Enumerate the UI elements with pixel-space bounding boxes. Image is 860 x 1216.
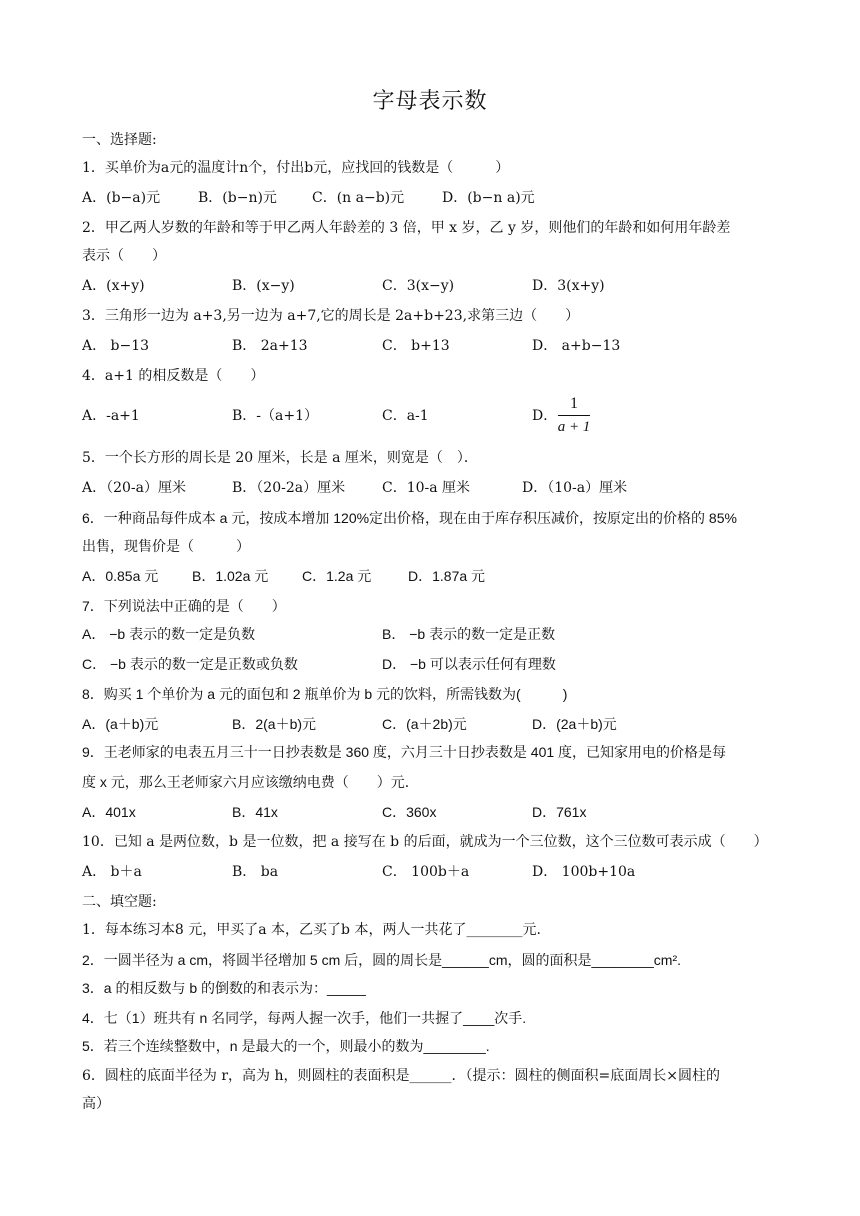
question-6-option-c: C．1.2a 元 xyxy=(302,568,372,584)
question-1-option-b: B．(b−n)元 xyxy=(198,190,277,206)
question-5-option-a: A．（20-a）厘米 xyxy=(82,480,187,496)
question-8-option-a: A．(a＋b)元 xyxy=(82,716,159,732)
question-9-option-c: C．360x xyxy=(382,804,437,820)
question-3-stem: 3．三角形一边为 a+3,另一边为 a+7,它的周长是 2a+b+23,求第三边（ ） xyxy=(82,308,580,324)
section-heading-fill: 二、填空题: xyxy=(82,894,157,910)
fill-question-4: 4．七（1）班共有 n 名同学，每两人握一次手，他们一共握了____次手. xyxy=(82,1010,527,1026)
question-4-stem: 4．a+1 的相反数是（ ） xyxy=(82,368,265,384)
question-2-option-c: C．3(x−y) xyxy=(382,278,455,294)
question-4-option-a: A．-a+1 xyxy=(82,408,140,424)
question-5-option-d: D．（10-a）厘米 xyxy=(522,480,628,496)
question-4-option-b: B．-（a+1） xyxy=(232,408,319,424)
question-7-stem: 7．下列说法中正确的是（ ） xyxy=(82,598,286,614)
question-7-option-d: D． −b 可以表示任何有理数 xyxy=(382,656,556,672)
question-10-stem: 10．已知 a 是两位数，b 是一位数，把 a 接写在 b 的后面，就成为一个三位数，这个三位数可表示成（ ） xyxy=(82,834,768,850)
question-10-option-d: D． 100b+10a xyxy=(532,864,636,880)
question-2-stem-line2: 表示（ ） xyxy=(82,248,166,264)
question-2-option-d: D．3(x+y) xyxy=(532,278,605,294)
question-6-stem-line2: 出售，现售价是（ ） xyxy=(82,538,250,554)
question-9-option-b: B．41x xyxy=(232,804,278,820)
question-5-option-c: C．10-a 厘米 xyxy=(382,480,471,496)
question-10-option-c: C． 100b＋a xyxy=(382,864,470,880)
question-2-stem-line1: 2．甲乙两人岁数的年龄和等于甲乙两人年龄差的 3 倍，甲 x 岁，乙 y 岁，则他们的年龄和如何用年龄差 xyxy=(82,220,731,236)
fraction-numerator: 1 xyxy=(570,395,578,412)
fill-question-2: 2．一圆半径为 a cm，将圆半径增加 5 cm 后，圆的周长是______cm，圆的面积是________cm². xyxy=(82,952,682,968)
fraction-bar xyxy=(558,415,590,416)
fill-question-6-line1: 6．圆柱的底面半径为 r，高为 h，则圆柱的表面积是______．（提示：圆柱的侧面积=底面周长×圆柱的 xyxy=(82,1068,720,1084)
question-5-option-b: B．（20-2a）厘米 xyxy=(232,480,346,496)
question-8-option-b: B．2(a＋b)元 xyxy=(232,716,317,732)
question-2-option-a: A．(x+y) xyxy=(82,278,145,294)
question-4-option-c: C．a-1 xyxy=(382,408,429,424)
question-7-option-b: B． −b 表示的数一定是正数 xyxy=(382,626,556,642)
fill-question-1: 1．每本练习本8 元，甲买了a 本，乙买了b 本，两人一共花了________元. xyxy=(82,922,541,938)
question-8-option-c: C．(a＋2b)元 xyxy=(382,716,467,732)
question-6-option-a: A．0.85a 元 xyxy=(82,568,159,584)
question-7-option-c: C． −b 表示的数一定是正数或负数 xyxy=(82,656,298,672)
question-3-option-a: A． b−13 xyxy=(82,338,150,354)
question-8-option-d: D．(2a＋b)元 xyxy=(532,716,617,732)
question-10-option-a: A． b＋a xyxy=(82,864,142,880)
question-9-option-d: D．761x xyxy=(532,804,587,820)
question-1-option-d: D．(b−n a)元 xyxy=(442,190,535,206)
section-heading-choice: 一、选择题: xyxy=(82,132,157,148)
question-10-option-b: B． ba xyxy=(232,864,279,880)
fill-question-3: 3．a 的相反数与 b 的倒数的和表示为：_____ xyxy=(82,980,366,996)
question-9-stem-line2: 度 x 元，那么王老师家六月应该缴纳电费（ ）元． xyxy=(82,774,419,790)
question-3-option-c: C． b+13 xyxy=(382,338,450,354)
question-5-stem: 5．一个长方形的周长是 20 厘米，长是 a 厘米，则宽是（ ）． xyxy=(82,450,478,466)
fraction-denominator: a + 1 xyxy=(557,419,591,435)
fill-question-5: 5．若三个连续整数中，n 是最大的一个，则最小的数为________. xyxy=(82,1038,490,1054)
question-1-stem: 1．买单价为a元的温度计n个，付出b元，应找回的钱数是（ ） xyxy=(82,160,510,176)
question-9-option-a: A．401x xyxy=(82,804,136,820)
question-7-option-a: A． −b 表示的数一定是负数 xyxy=(82,626,256,642)
question-6-option-b: B．1.02a 元 xyxy=(192,568,269,584)
question-3-option-d: D． a+b−13 xyxy=(532,338,621,354)
question-8-stem: 8．购买 1 个单价为 a 元的面包和 2 瓶单价为 b 元的饮料，所需钱数为( ) xyxy=(82,686,568,702)
fill-question-6-line2: 高） xyxy=(82,1096,110,1112)
question-9-stem-line1: 9．王老师家的电表五月三十一日抄表数是 360 度，六月三十日抄表数是 401 度，已知家用电的价格是每 xyxy=(82,744,727,760)
page-title: 字母表示数 xyxy=(372,89,488,114)
question-2-option-b: B．(x−y) xyxy=(232,278,295,294)
question-1-option-a: A．(b−a)元 xyxy=(82,190,161,206)
question-1-option-c: C．(n a−b)元 xyxy=(312,190,405,206)
question-6-stem-line1: 6．一种商品每件成本 a 元，按成本增加 120%定出价格，现在由于库存积压减价，按原定出的价格的 85% xyxy=(82,510,737,526)
question-6-option-d: D．1.87a 元 xyxy=(408,568,486,584)
question-4-option-d: D． xyxy=(532,408,558,424)
question-3-option-b: B． 2a+13 xyxy=(232,338,308,354)
question-4-option-d-fraction xyxy=(556,394,592,437)
